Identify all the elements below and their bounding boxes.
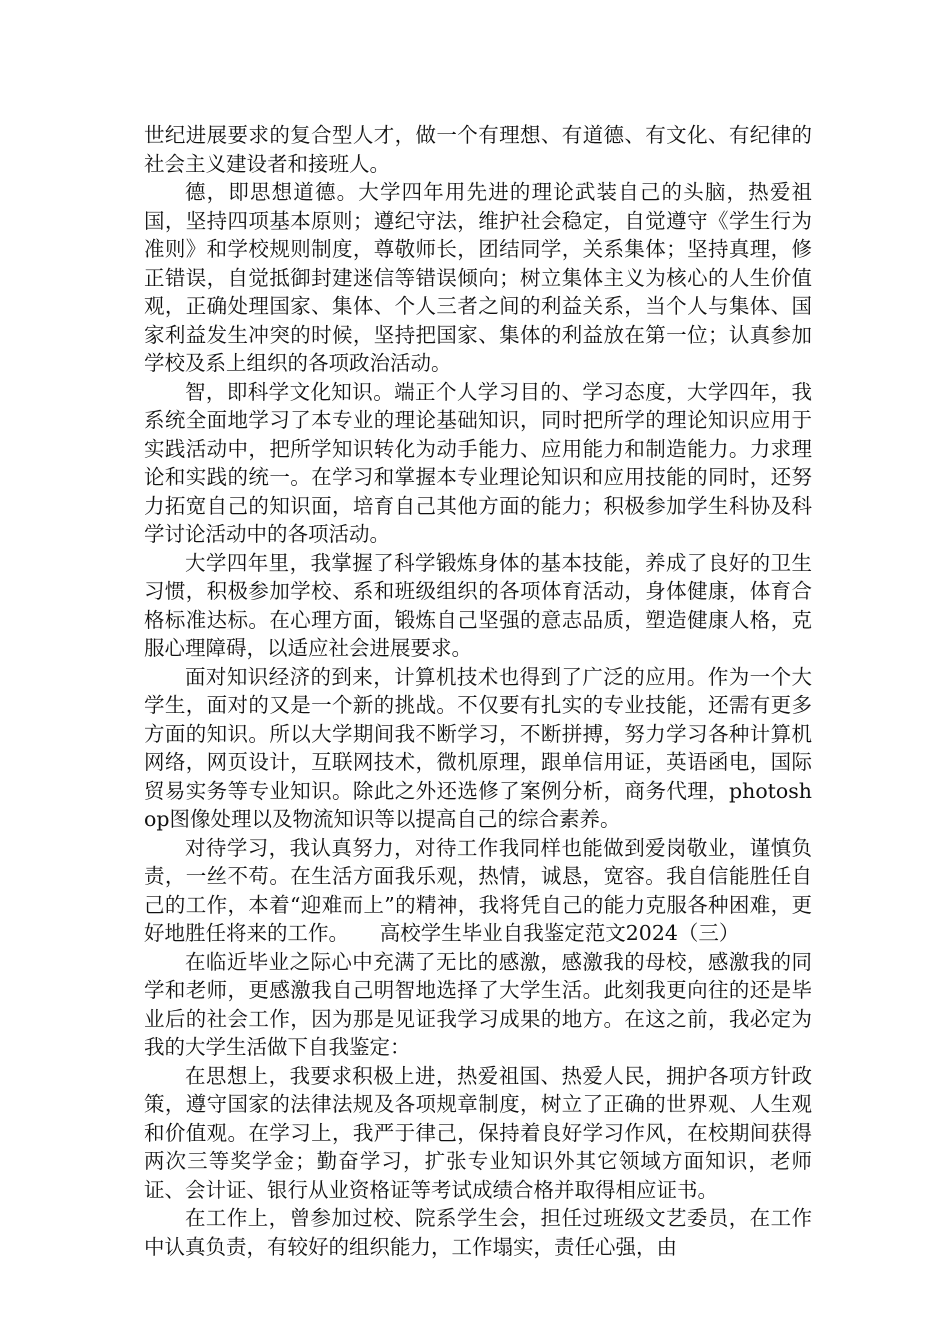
paragraph-graduation-intro: 在临近毕业之际心中充满了无比的感激，感激我的母校，感激我的同学和老师，更感激我自己明智地选择了大学生活。此刻我更向往的还是毕业后的社会工作，因为那是见证我学习成果的地方。在这之前，我必定为我的大学生活做下自我鉴定：: [144, 949, 812, 1059]
paragraph-ti: 大学四年里，我掌握了科学锻炼身体的基本技能，养成了良好的卫生习惯，积极参加学校、系和班级组织的各项体育活动，身体健康，体育合格标准达标。在心理方面，锻炼自己坚强的意志品质，塑造健康人格，克服心理障碍，以适应社会进展要求。: [144, 550, 812, 660]
paragraph-de: 德，即思想道德。大学四年用先进的理论武装自己的头脑，热爱祖国，坚持四项基本原则；遵纪守法，维护社会稳定，自觉遵守《学生行为准则》和学校规则制度，尊敬师长，团结同学，关系集体；坚持真理，修正错误，自觉抵御封建迷信等错误倾向；树立集体主义为核心的人生价值观，正确处理国家、集体、个人三者之间的利益关系，当个人与集体、国家利益发生冲突的时候，坚持把国家、集体的利益放在第一位；认真参加学校及系上组织的各项政治活动。: [144, 180, 812, 375]
paragraph-attitude: 对待学习，我认真努力，对待工作我同样也能做到爱岗敬业，谨慎负责，一丝不苟。在生活方面我乐观，热情，诚恳，宽容。我自信能胜任自己的工作，本着“迎难而上”的精神，我将凭自己的能力克服各种困难，更好地胜任将来的工作。 高校学生毕业自我鉴定范文2024（三）: [144, 835, 812, 945]
paragraph-1: 世纪进展要求的复合型人才，做一个有理想、有道德、有文化、有纪律的社会主义建设者和接班人。: [144, 123, 812, 176]
paragraph-work: 在工作上，曾参加过校、院系学生会，担任过班级文艺委员，在工作中认真负责，有较好的组织能力，工作塌实，责任心强，由: [144, 1206, 812, 1259]
paragraph-ideology-study: 在思想上，我要求积极上进，热爱祖国、热爱人民，拥护各项方针政策，遵守国家的法律法规及各项规章制度，树立了正确的世界观、人生观和价值观。在学习上，我严于律己，保持着良好学习作风，在校期间获得两次三等奖学金；勤奋学习，扩张专业知识外其它领域方面知识，老师证、会计证、银行从业资格证等考试成绩合格并取得相应证书。: [144, 1063, 812, 1202]
document-body: [144, 121, 812, 1261]
paragraph-zhi: 智，即科学文化知识。端正个人学习目的、学习态度，大学四年，我系统全面地学习了本专业的理论基础知识，同时把所学的理论知识应用于实践活动中，把所学知识转化为动手能力、应用能力和制造能力。力求理论和实践的统一。在学习和掌握本专业理论知识和应用技能的同时，还努力拓宽自己的知识面，培育自己其他方面的能力；积极参加学生科协及科学讨论活动中的各项活动。: [144, 379, 812, 546]
paragraph-computer-skills: 面对知识经济的到来，计算机技术也得到了广泛的应用。作为一个大学生，面对的又是一个新的挑战。不仅要有扎实的专业技能，还需有更多方面的知识。所以大学期间我不断学习，不断拼搏，努力学习各种计算机网络，网页设计，互联网技术，微机原理，跟单信用证，英语函电，国际贸易实务等专业知识。除此之外还选修了案例分析，商务代理，photoshop图像处理以及物流知识等以提高自己的综合素养。: [144, 664, 812, 831]
